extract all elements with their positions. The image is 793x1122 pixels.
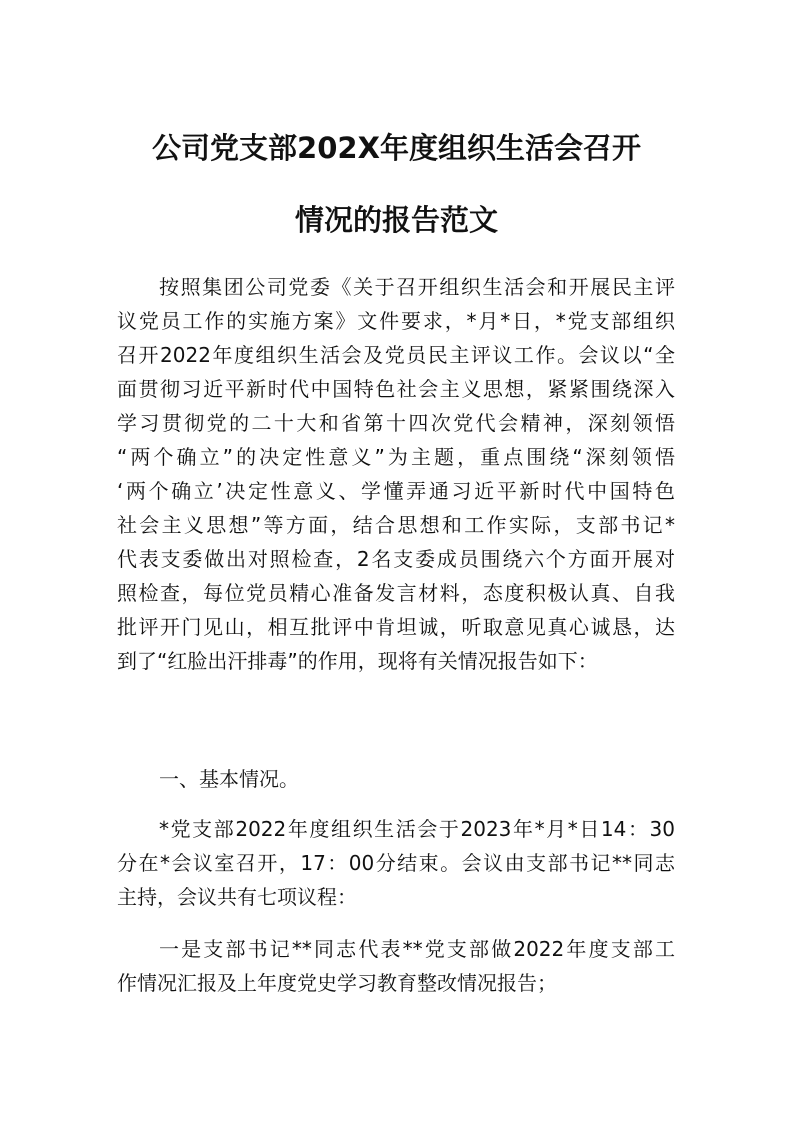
- paragraph-line: 主持，会议共有七项议程：: [117, 885, 357, 909]
- paragraph-line: 批评开门见山，相互批评中肯坦诚，听取意见真心诚恳，达: [117, 615, 675, 639]
- paragraph-intro: [117, 270, 675, 678]
- paragraph-line: 按照集团公司党委《关于召开组织生活会和开展民主评: [159, 275, 675, 299]
- paragraph-line: *党支部2022年度组织生活会于2023年*月*日14：30: [159, 817, 675, 841]
- paragraph-line: 学习贯彻党的二十大和省第十四次党代会精神，深刻领悟: [117, 411, 675, 435]
- document-title-line-1: 公司党支部202X年度组织生活会召开: [152, 131, 641, 165]
- paragraph-line: 代表支委做出对照检查，2名支委成员围绕六个方面开展对: [117, 547, 675, 571]
- paragraph-line: 到了“红脸出汗排毒”的作用，现将有关情况报告如下：: [117, 649, 598, 673]
- paragraph-agenda-1: [117, 932, 675, 1000]
- paragraph-line: “两个确立”的决定性意义”为主题，重点围绕“深刻领悟: [117, 445, 675, 469]
- paragraph-line: 面贯彻习近平新时代中国特色社会主义思想，紧紧围绕深入: [117, 377, 675, 401]
- paragraph-line: 召开2022年度组织生活会及党员民主评议工作。会议以“全: [117, 343, 675, 367]
- paragraph-line: 社会主义思想”等方面，结合思想和工作实际，支部书记*: [117, 513, 675, 537]
- document-title-line-2: 情况的报告范文: [294, 203, 498, 237]
- paragraph-basic-info: [117, 812, 675, 914]
- paragraph-line: 作情况汇报及上年度党史学习教育整改情况报告；: [117, 971, 557, 995]
- paragraph-line: 分在*会议室召开，17：00分结束。会议由支部书记**同志: [117, 851, 675, 875]
- paragraph-line: 议党员工作的实施方案》文件要求，*月*日，*党支部组织: [117, 309, 675, 333]
- section-heading: 一、基本情况。: [159, 767, 299, 791]
- paragraph-line: 照检查，每位党员精心准备发言材料，态度积极认真、自我: [117, 581, 675, 605]
- paragraph-line: 一是支部书记**同志代表**党支部做2022年度支部工: [159, 937, 675, 961]
- paragraph-line: ‘两个确立’决定性意义、学懂弄通习近平新时代中国特色: [117, 479, 675, 503]
- section-heading-basic: [117, 762, 675, 796]
